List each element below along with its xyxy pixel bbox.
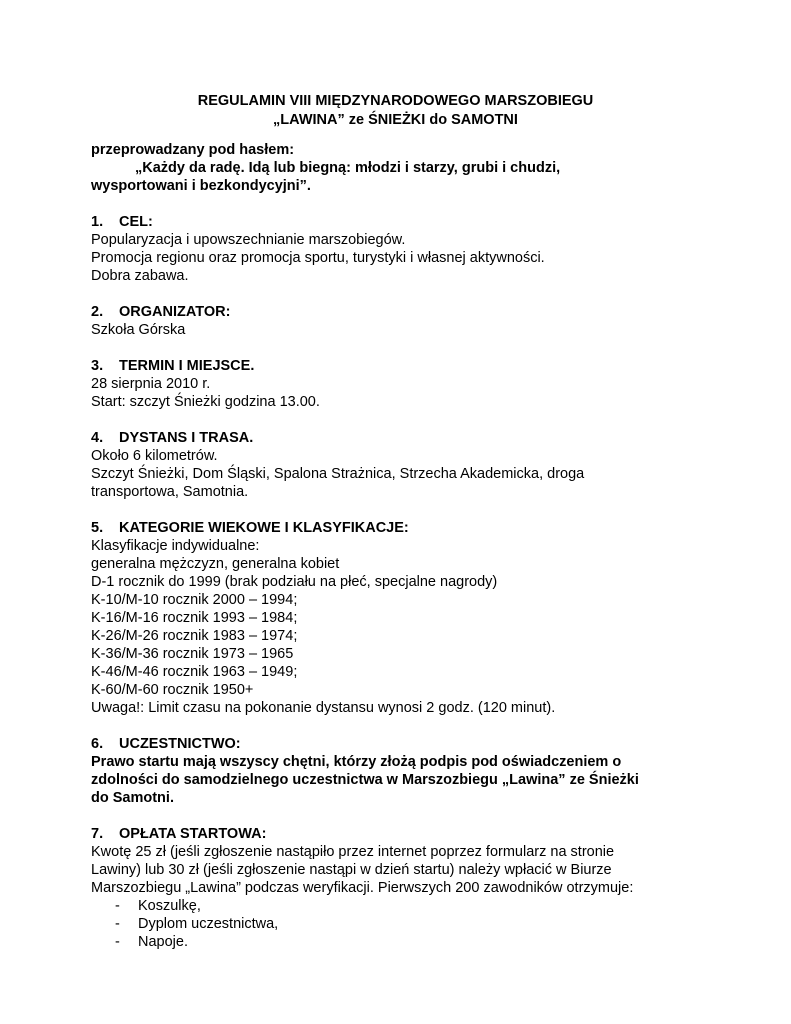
section-text-line: Około 6 kilometrów. [91, 448, 218, 464]
section-title: CEL: [119, 214, 153, 230]
section-text-line: 28 sierpnia 2010 r. [91, 376, 211, 392]
section-text-line: Lawiny) lub 30 zł (jeśli zgłoszenie nastąpi w dzień startu) należy wpłacić w Biurze [91, 862, 612, 878]
section-number: 2. [91, 304, 104, 320]
list-item [91, 915, 711, 933]
section-text-line: generalna mężczyzn, generalna kobiet [91, 556, 340, 572]
section-title: DYSTANS I TRASA. [119, 430, 254, 446]
bullet-marker: - [115, 916, 120, 932]
section-number: 7. [91, 826, 104, 842]
section-text-line: Popularyzacja i upowszechnianie marszobiegów. [91, 232, 406, 248]
motto-line-2: wysportowani i bezkondycyjni”. [91, 178, 311, 194]
section-number: 5. [91, 520, 104, 536]
document-title-line-2: „LAWINA” ze ŚNIEŻKI do SAMOTNI [273, 112, 518, 128]
document-body [91, 141, 711, 951]
section-text-line: Kwotę 25 zł (jeśli zgłoszenie nastąpiło przez internet poprzez formularz na stronie [91, 844, 615, 860]
list-item-text: Dyplom uczestnictwa, [138, 916, 279, 932]
category-line: K-16/M-16 rocznik 1993 – 1984; [91, 610, 298, 626]
section-number: 6. [91, 736, 104, 752]
list-item [91, 933, 711, 951]
section-heading-kategorie [91, 519, 711, 537]
section-heading-uczestnictwo [91, 735, 711, 753]
section-title: KATEGORIE WIEKOWE I KLASYFIKACJE: [119, 520, 409, 536]
section-title: TERMIN I MIEJSCE. [119, 358, 255, 374]
section-heading-dystans [91, 429, 711, 447]
section-text-line: D-1 rocznik do 1999 (brak podziału na płeć, specjalne nagrody) [91, 574, 498, 590]
list-item [91, 897, 711, 915]
section-text-line: Dobra zabawa. [91, 268, 189, 284]
section-heading-organizator [91, 303, 711, 321]
section-text-line: Promocja regionu oraz promocja sportu, turystyki i własnej aktywności. [91, 250, 545, 266]
list-item-text: Koszulkę, [138, 898, 201, 914]
motto-line-1: „Każdy da radę. Idą lub biegną: młodzi i starzy, grubi i chudzi, [135, 160, 561, 176]
section-text-line: Marszozbiegu „Lawina” podczas weryfikacji. Pierwszych 200 zawodników otrzymuje: [91, 880, 634, 896]
section-text-line: do Samotni. [91, 790, 174, 806]
section-title: OPŁATA STARTOWA: [119, 826, 267, 842]
category-line: K-10/M-10 rocznik 2000 – 1994; [91, 592, 298, 608]
motto-intro: przeprowadzany pod hasłem: [91, 142, 295, 158]
section-heading-termin [91, 357, 711, 375]
section-title: UCZESTNICTWO: [119, 736, 241, 752]
category-line: K-26/M-26 rocznik 1983 – 1974; [91, 628, 298, 644]
section-heading-cel [91, 213, 711, 231]
section-text-line: Prawo startu mają wszyscy chętni, którzy złożą podpis pod oświadczeniem o [91, 754, 622, 770]
bullet-marker: - [115, 934, 120, 950]
section-text-line: Szczyt Śnieżki, Dom Śląski, Spalona Strażnica, Strzecha Akademicka, droga [91, 466, 585, 482]
section-text-line: zdolności do samodzielnego uczestnictwa w Marszozbiegu „Lawina” ze Śnieżki [91, 772, 639, 788]
section-number: 4. [91, 430, 104, 446]
section-text-line: Start: szczyt Śnieżki godzina 13.00. [91, 394, 320, 410]
document-title-line-1: REGULAMIN VIII MIĘDZYNARODOWEGO MARSZOBIEGU [197, 93, 594, 109]
section-number: 3. [91, 358, 104, 374]
section-heading-oplata [91, 825, 711, 843]
list-item-text: Napoje. [138, 934, 188, 950]
category-line: K-60/M-60 rocznik 1950+ [91, 682, 254, 698]
section-title: ORGANIZATOR: [119, 304, 231, 320]
section-number: 1. [91, 214, 104, 230]
category-line: K-36/M-36 rocznik 1973 – 1965 [91, 646, 294, 662]
section-text-line: Szkoła Górska [91, 322, 186, 338]
section-text-line: Klasyfikacje indywidualne: [91, 538, 260, 554]
starter-pack-list [91, 897, 711, 951]
bullet-marker: - [115, 898, 120, 914]
time-limit-note: Uwaga!: Limit czasu na pokonanie dystansu wynosi 2 godz. (120 minut). [91, 700, 556, 716]
category-line: K-46/M-46 rocznik 1963 – 1949; [91, 664, 298, 680]
section-text-line: transportowa, Samotnia. [91, 484, 249, 500]
